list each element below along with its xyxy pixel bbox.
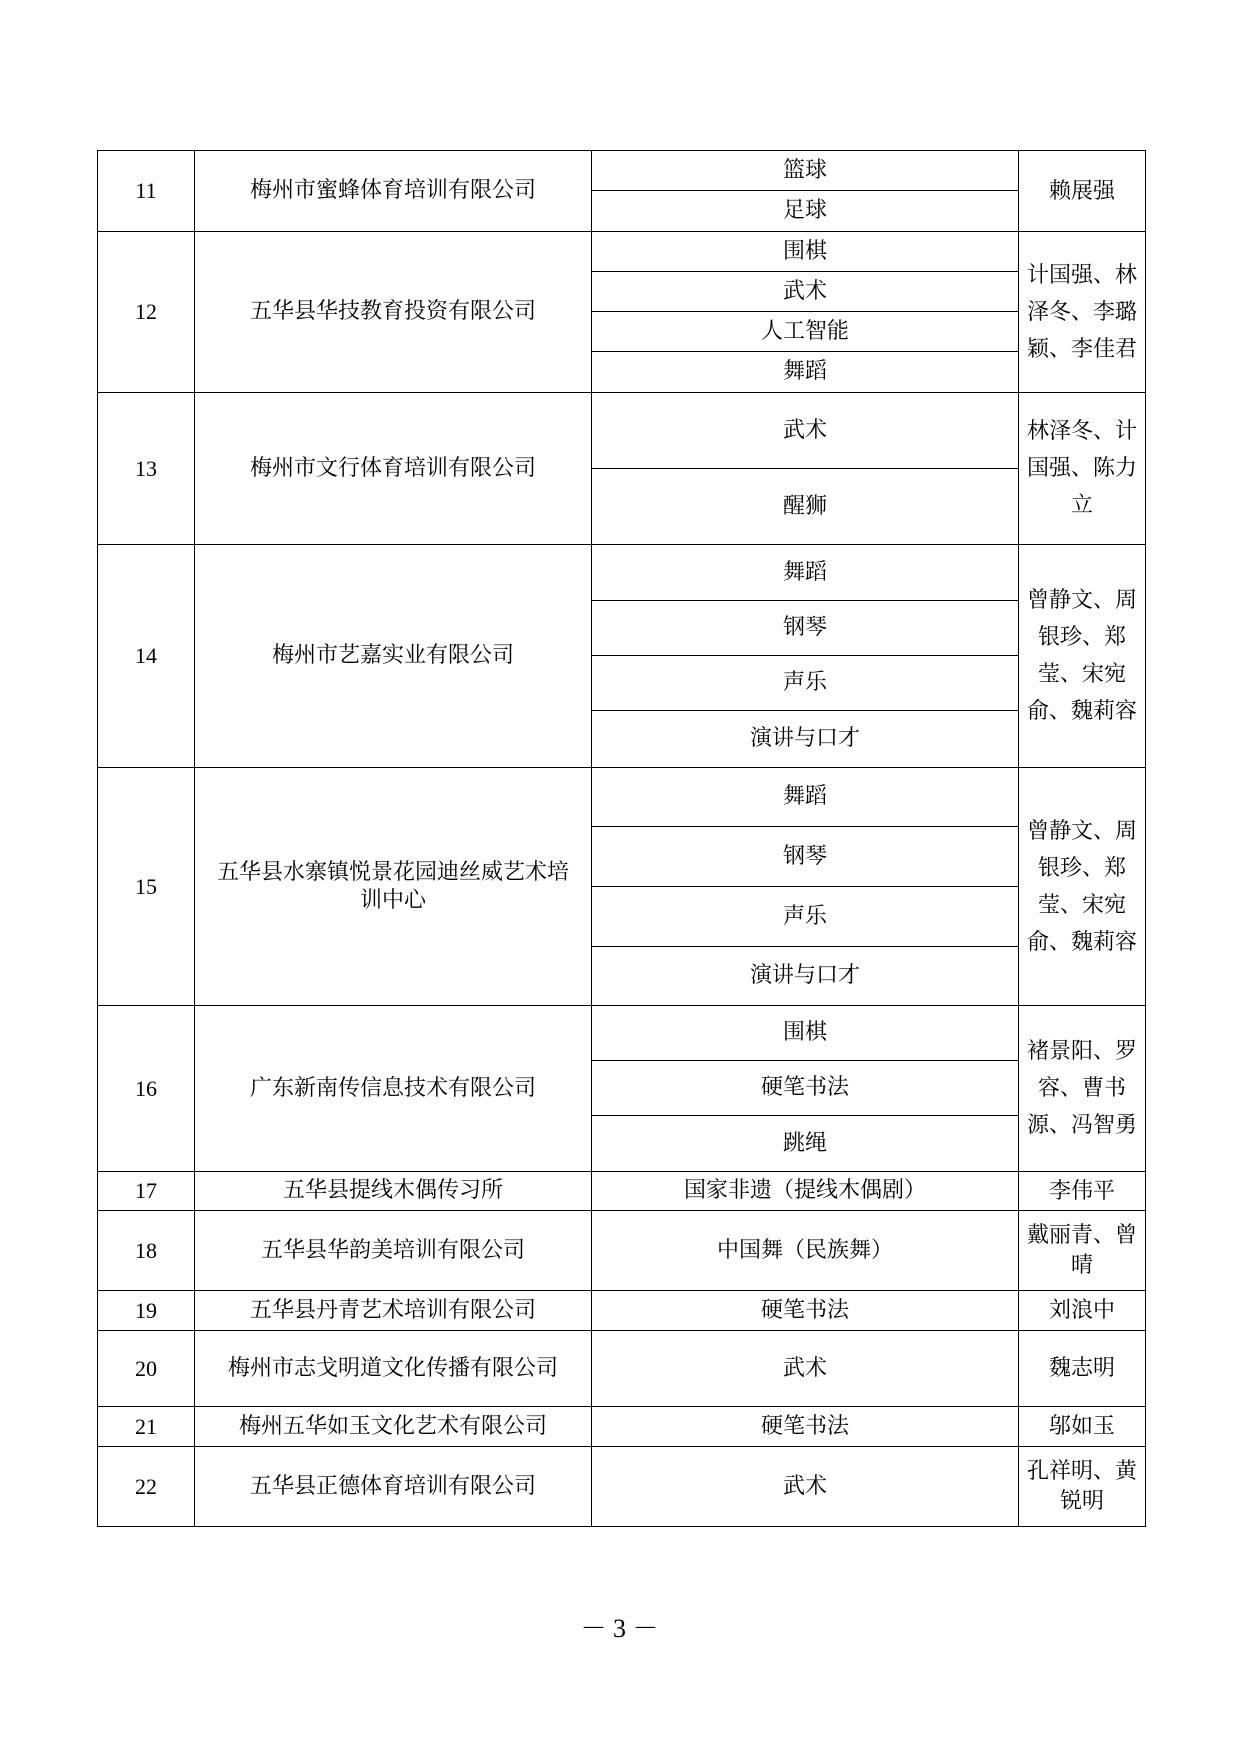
institution-table — [97, 150, 1146, 1527]
institution-name: 梅州市志戈明道文化传播有限公司 — [195, 1331, 592, 1407]
table-row — [98, 768, 1146, 827]
institution-name: 梅州市文行体育培训有限公司 — [195, 393, 592, 545]
subject-cell: 武术 — [592, 1331, 1019, 1407]
table-row — [98, 1331, 1146, 1407]
subject-cell: 国家非遗（提线木偶剧） — [592, 1172, 1019, 1211]
page-number: － 3 － — [580, 1614, 659, 1643]
table-row — [98, 393, 1146, 469]
table-row — [98, 545, 1146, 601]
institution-name: 五华县丹青艺术培训有限公司 — [195, 1291, 592, 1331]
subject-cell: 舞蹈 — [592, 545, 1019, 601]
subject-cell: 钢琴 — [592, 601, 1019, 656]
row-number: 14 — [98, 545, 195, 768]
subject-cell: 武术 — [592, 393, 1019, 469]
subject-cell: 中国舞（民族舞） — [592, 1211, 1019, 1291]
subject-cell: 武术 — [592, 272, 1019, 312]
teacher-names: 戴丽青、曾晴 — [1019, 1211, 1146, 1291]
subject-cell: 跳绳 — [592, 1116, 1019, 1172]
row-number: 22 — [98, 1447, 195, 1527]
subject-cell: 硬笔书法 — [592, 1291, 1019, 1331]
institution-name: 五华县正德体育培训有限公司 — [195, 1447, 592, 1527]
row-number: 11 — [98, 151, 195, 232]
row-number: 16 — [98, 1006, 195, 1172]
subject-cell: 钢琴 — [592, 827, 1019, 887]
subject-cell: 人工智能 — [592, 312, 1019, 352]
row-number: 12 — [98, 232, 195, 393]
table-row — [98, 232, 1146, 272]
teacher-names: 赖展强 — [1019, 151, 1146, 232]
teacher-names: 褚景阳、罗容、曹书源、冯智勇 — [1019, 1006, 1146, 1172]
table-row — [98, 1172, 1146, 1211]
subject-cell: 声乐 — [592, 887, 1019, 947]
subject-cell: 武术 — [592, 1447, 1019, 1527]
subject-cell: 声乐 — [592, 656, 1019, 711]
institution-name: 五华县华韵美培训有限公司 — [195, 1211, 592, 1291]
teacher-names: 林泽冬、计国强、陈力立 — [1019, 393, 1146, 545]
subject-cell: 足球 — [592, 191, 1019, 232]
subject-cell: 硬笔书法 — [592, 1061, 1019, 1116]
row-number: 13 — [98, 393, 195, 545]
teacher-names: 孔祥明、黄锐明 — [1019, 1447, 1146, 1527]
subject-cell: 硬笔书法 — [592, 1407, 1019, 1447]
teacher-names: 计国强、林泽冬、李璐颖、李佳君 — [1019, 232, 1146, 393]
institution-name: 五华县提线木偶传习所 — [195, 1172, 592, 1211]
teacher-names: 刘浪中 — [1019, 1291, 1146, 1331]
institution-name: 梅州五华如玉文化艺术有限公司 — [195, 1407, 592, 1447]
row-number: 15 — [98, 768, 195, 1006]
table-row — [98, 1211, 1146, 1291]
institution-name: 梅州市艺嘉实业有限公司 — [195, 545, 592, 768]
subject-cell: 舞蹈 — [592, 768, 1019, 827]
subject-cell: 醒狮 — [592, 469, 1019, 545]
row-number: 17 — [98, 1172, 195, 1211]
institution-name: 五华县华技教育投资有限公司 — [195, 232, 592, 393]
table-row — [98, 151, 1146, 191]
subject-cell: 演讲与口才 — [592, 947, 1019, 1006]
institution-name: 广东新南传信息技术有限公司 — [195, 1006, 592, 1172]
institution-name: 五华县水寨镇悦景花园迪丝威艺术培训中心 — [195, 768, 592, 1006]
institution-name: 梅州市蜜蜂体育培训有限公司 — [195, 151, 592, 232]
row-number: 18 — [98, 1211, 195, 1291]
subject-cell: 围棋 — [592, 1006, 1019, 1061]
subject-cell: 围棋 — [592, 232, 1019, 272]
teacher-names: 曾静文、周银珍、郑莹、宋宛俞、魏莉容 — [1019, 768, 1146, 1006]
row-number: 21 — [98, 1407, 195, 1447]
teacher-names: 曾静文、周银珍、郑莹、宋宛俞、魏莉容 — [1019, 545, 1146, 768]
teacher-names: 魏志明 — [1019, 1331, 1146, 1407]
table-row — [98, 1407, 1146, 1447]
table-row — [98, 1291, 1146, 1331]
subject-cell: 演讲与口才 — [592, 711, 1019, 768]
teacher-names: 邬如玉 — [1019, 1407, 1146, 1447]
teacher-names: 李伟平 — [1019, 1172, 1146, 1211]
subject-cell: 篮球 — [592, 151, 1019, 191]
row-number: 19 — [98, 1291, 195, 1331]
table-row — [98, 1006, 1146, 1061]
row-number: 20 — [98, 1331, 195, 1407]
table-row — [98, 1447, 1146, 1527]
subject-cell: 舞蹈 — [592, 352, 1019, 393]
